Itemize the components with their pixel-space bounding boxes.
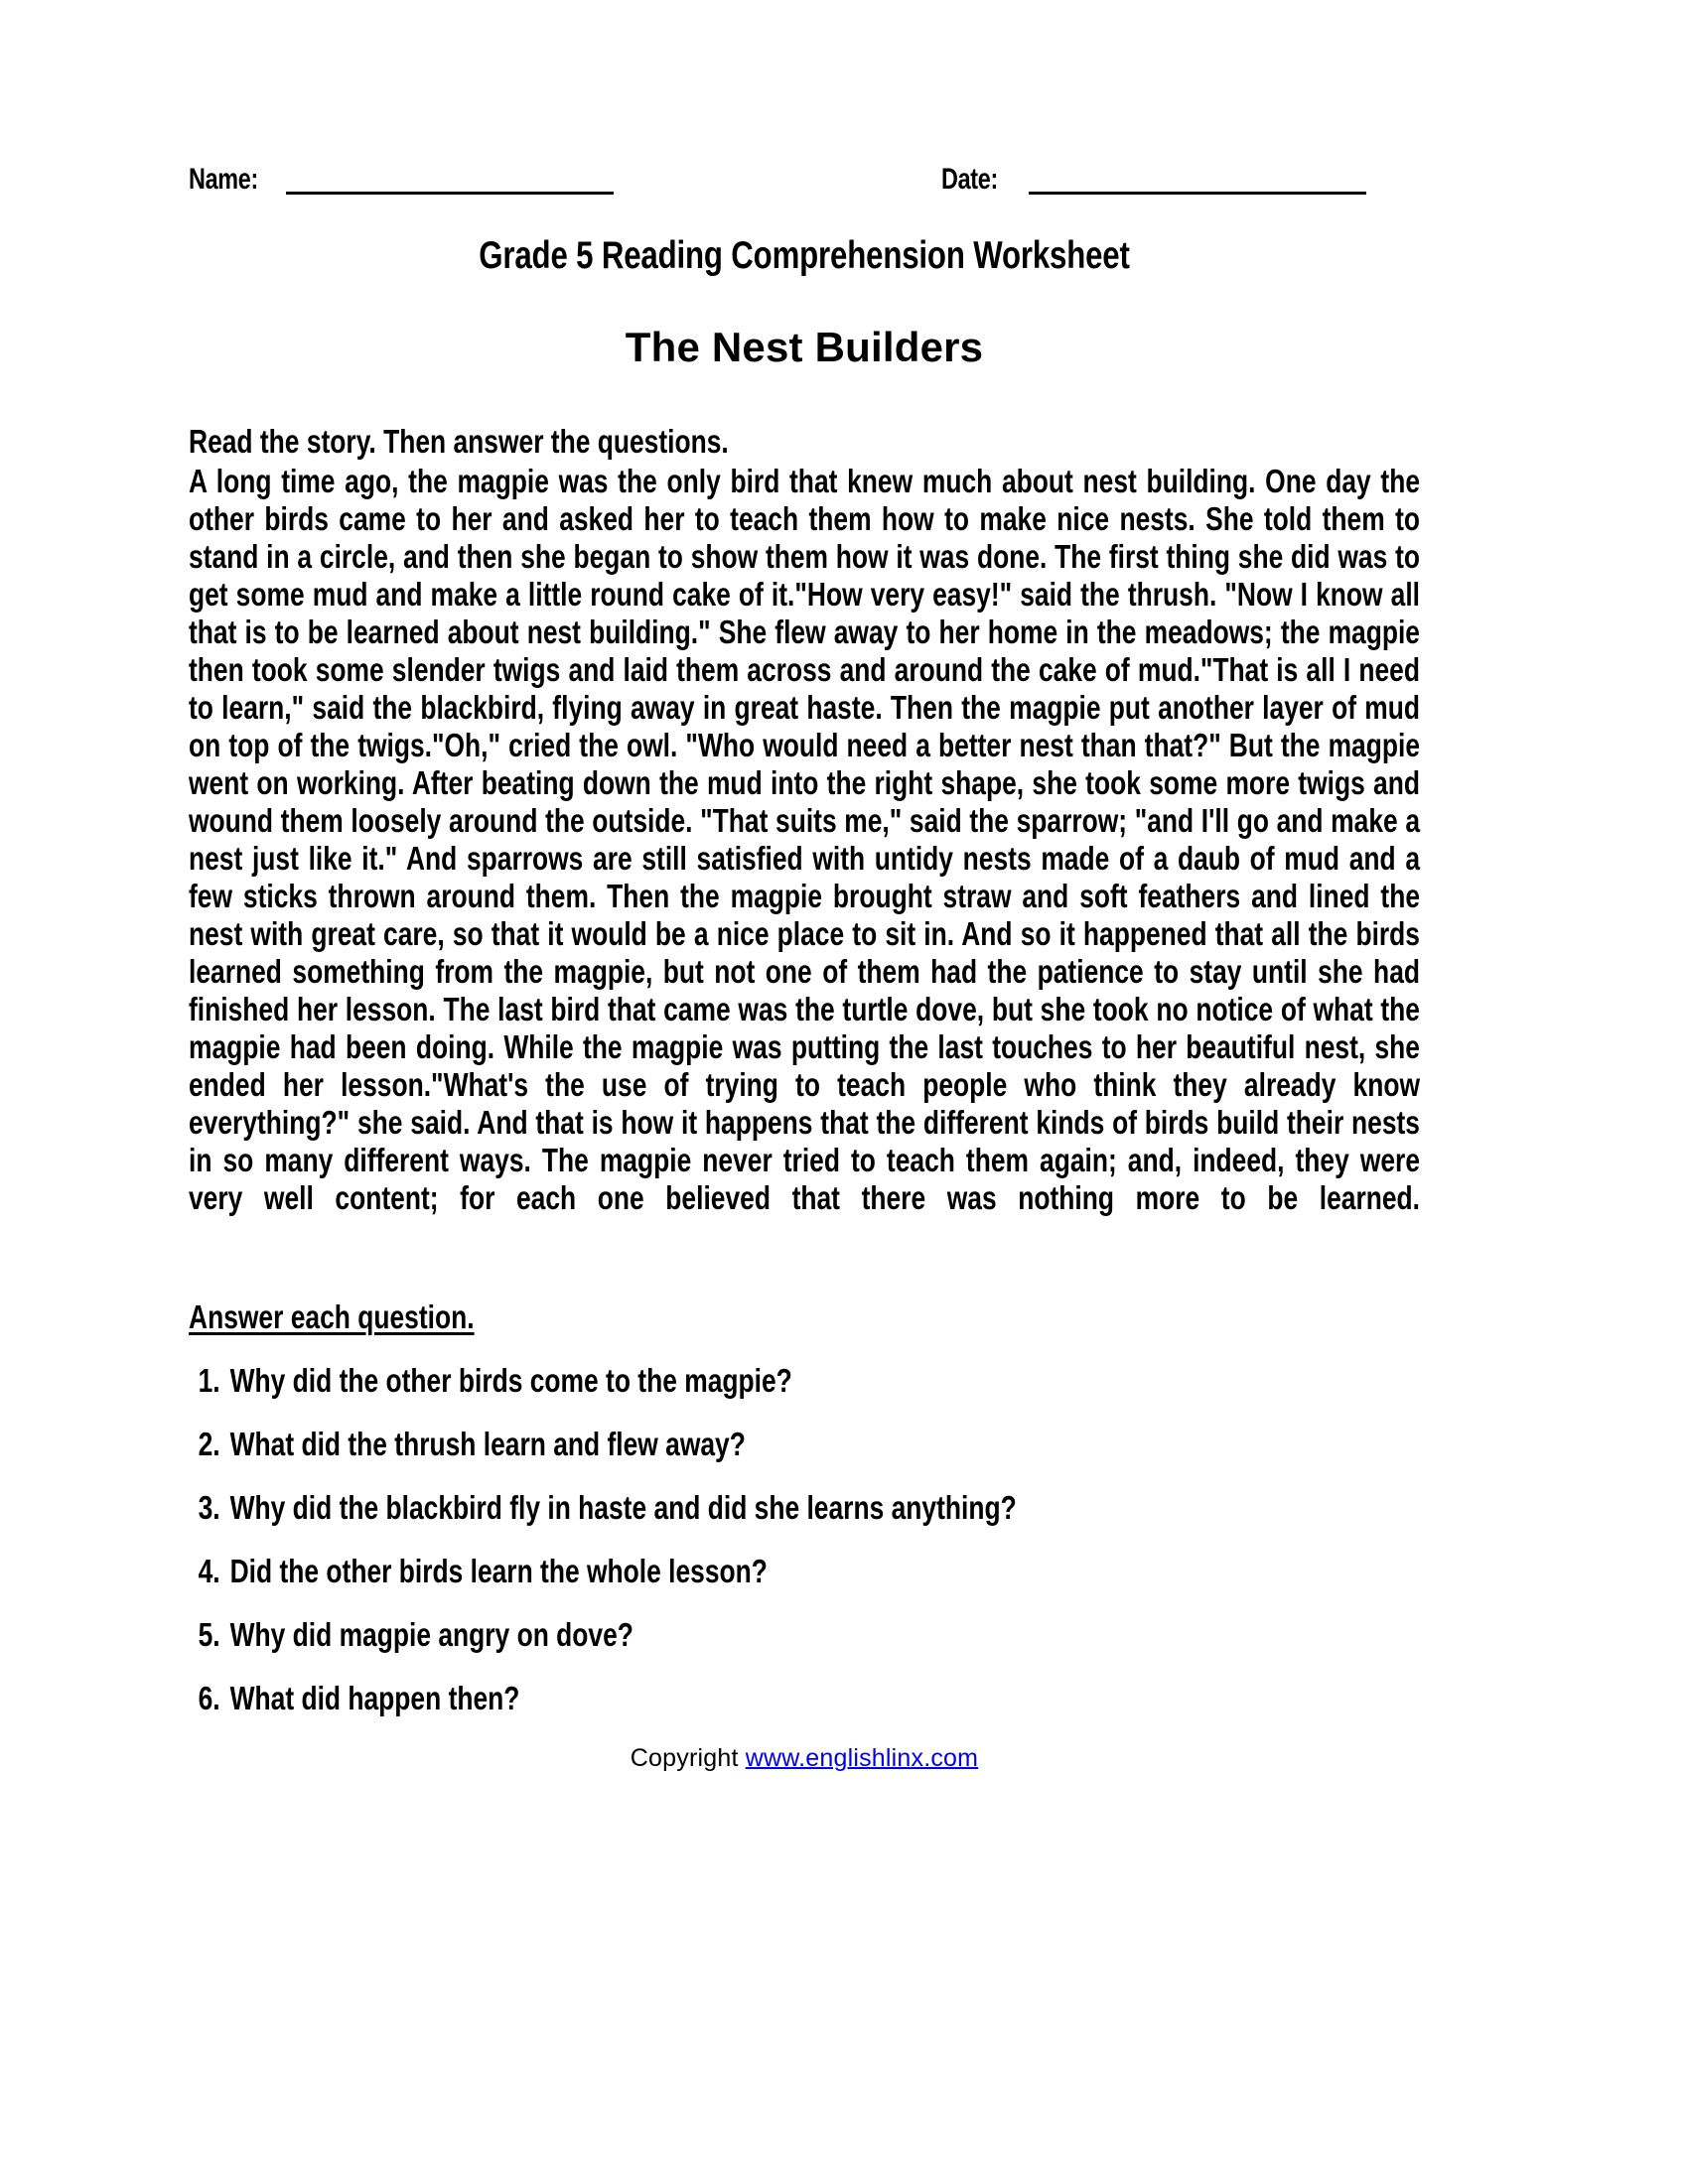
question-number: 6. <box>198 1680 220 1716</box>
list-item <box>189 1426 1420 1463</box>
instructions-text: Read the story. Then answer the questions. <box>189 423 729 460</box>
question-text: Why did the other birds come to the magpie? <box>229 1362 792 1399</box>
question-number: 3. <box>198 1489 220 1526</box>
question-text: Did the other birds learn the whole lesson? <box>229 1553 768 1589</box>
answer-section-header: Answer each question. <box>189 1298 475 1335</box>
date-write-line[interactable] <box>1029 162 1366 195</box>
question-number: 2. <box>198 1426 220 1462</box>
question-text: Why did magpie angry on dove? <box>229 1616 633 1653</box>
list-item <box>189 1616 1420 1654</box>
list-item <box>189 1553 1420 1590</box>
worksheet-subtitle: Grade 5 Reading Comprehension Worksheet <box>479 234 1130 277</box>
question-number: 5. <box>198 1616 220 1653</box>
name-label: Name: <box>189 163 258 196</box>
question-text: What did the thrush learn and flew away? <box>229 1426 746 1462</box>
question-number: 1. <box>198 1362 220 1399</box>
date-label: Date: <box>941 163 998 196</box>
date-field[interactable] <box>941 162 1366 195</box>
copyright-label: Copyright <box>630 1744 746 1772</box>
question-number: 4. <box>198 1553 220 1589</box>
name-field[interactable] <box>189 162 614 195</box>
list-item <box>189 1680 1420 1717</box>
questions-list <box>189 1362 1420 1717</box>
footer <box>189 1743 1420 1773</box>
question-text: Why did the blackbird fly in haste and did she learns anything? <box>229 1489 1017 1526</box>
englishlinx-link[interactable]: www.englishlinx.com <box>745 1744 979 1772</box>
worksheet-content <box>189 149 1420 1773</box>
list-item <box>189 1489 1420 1527</box>
name-write-line[interactable] <box>286 162 614 195</box>
question-text: What did happen then? <box>229 1680 520 1716</box>
story-passage: A long time ago, the magpie was the only bird that knew much about nest building. One day the other birds came to her and asked her to teach them how to make nice nests. She told them to stand in a circle, and then she began to show them how it was done. The first thing she did was to get some mud and make a little round cake of it."How very easy!" said the thrush. "Now I know all that is to be learned about nest building." She flew away to her home in the meadows; the magpie then took some slender twigs and laid them across and around the cake of mud."That is all I need to learn," said the blackbird, flying away in great haste. Then the magpie put another layer of mud on top of the twigs."Oh," cried the owl. "Who would need a better nest than that?" But the magpie went on working. After beating down the mud into the right shape, she took some more twigs and wound them loosely around the outside. "That suits me," said the sparrow; "and I'll go and make a nest just like it." And sparrows are still satisfied with untidy nests made of a daub of mud and a few sticks thrown around them. Then the magpie brought straw and soft feathers and lined the nest with great care, so that it would be a nice place to sit in. And so it happened that all the birds learned something from the magpie, but not one of them had the patience to stay until she had finished her lesson. The last bird that came was the turtle dove, but she took no notice of what the magpie had been doing. While the magpie was putting the last touches to her beautiful nest, she ended her lesson."What's the use of trying to teach people who think they already know everything?" she said. And that is how it happens that the different kinds of birds build their nests in so many different ways. The magpie never tried to teach them again; and, indeed, they were very well content; for each one believed that there was nothing more to be learned. <box>189 463 1420 1216</box>
page-title: The Nest Builders <box>625 324 984 370</box>
list-item <box>189 1362 1420 1400</box>
name-date-row <box>189 149 1420 195</box>
